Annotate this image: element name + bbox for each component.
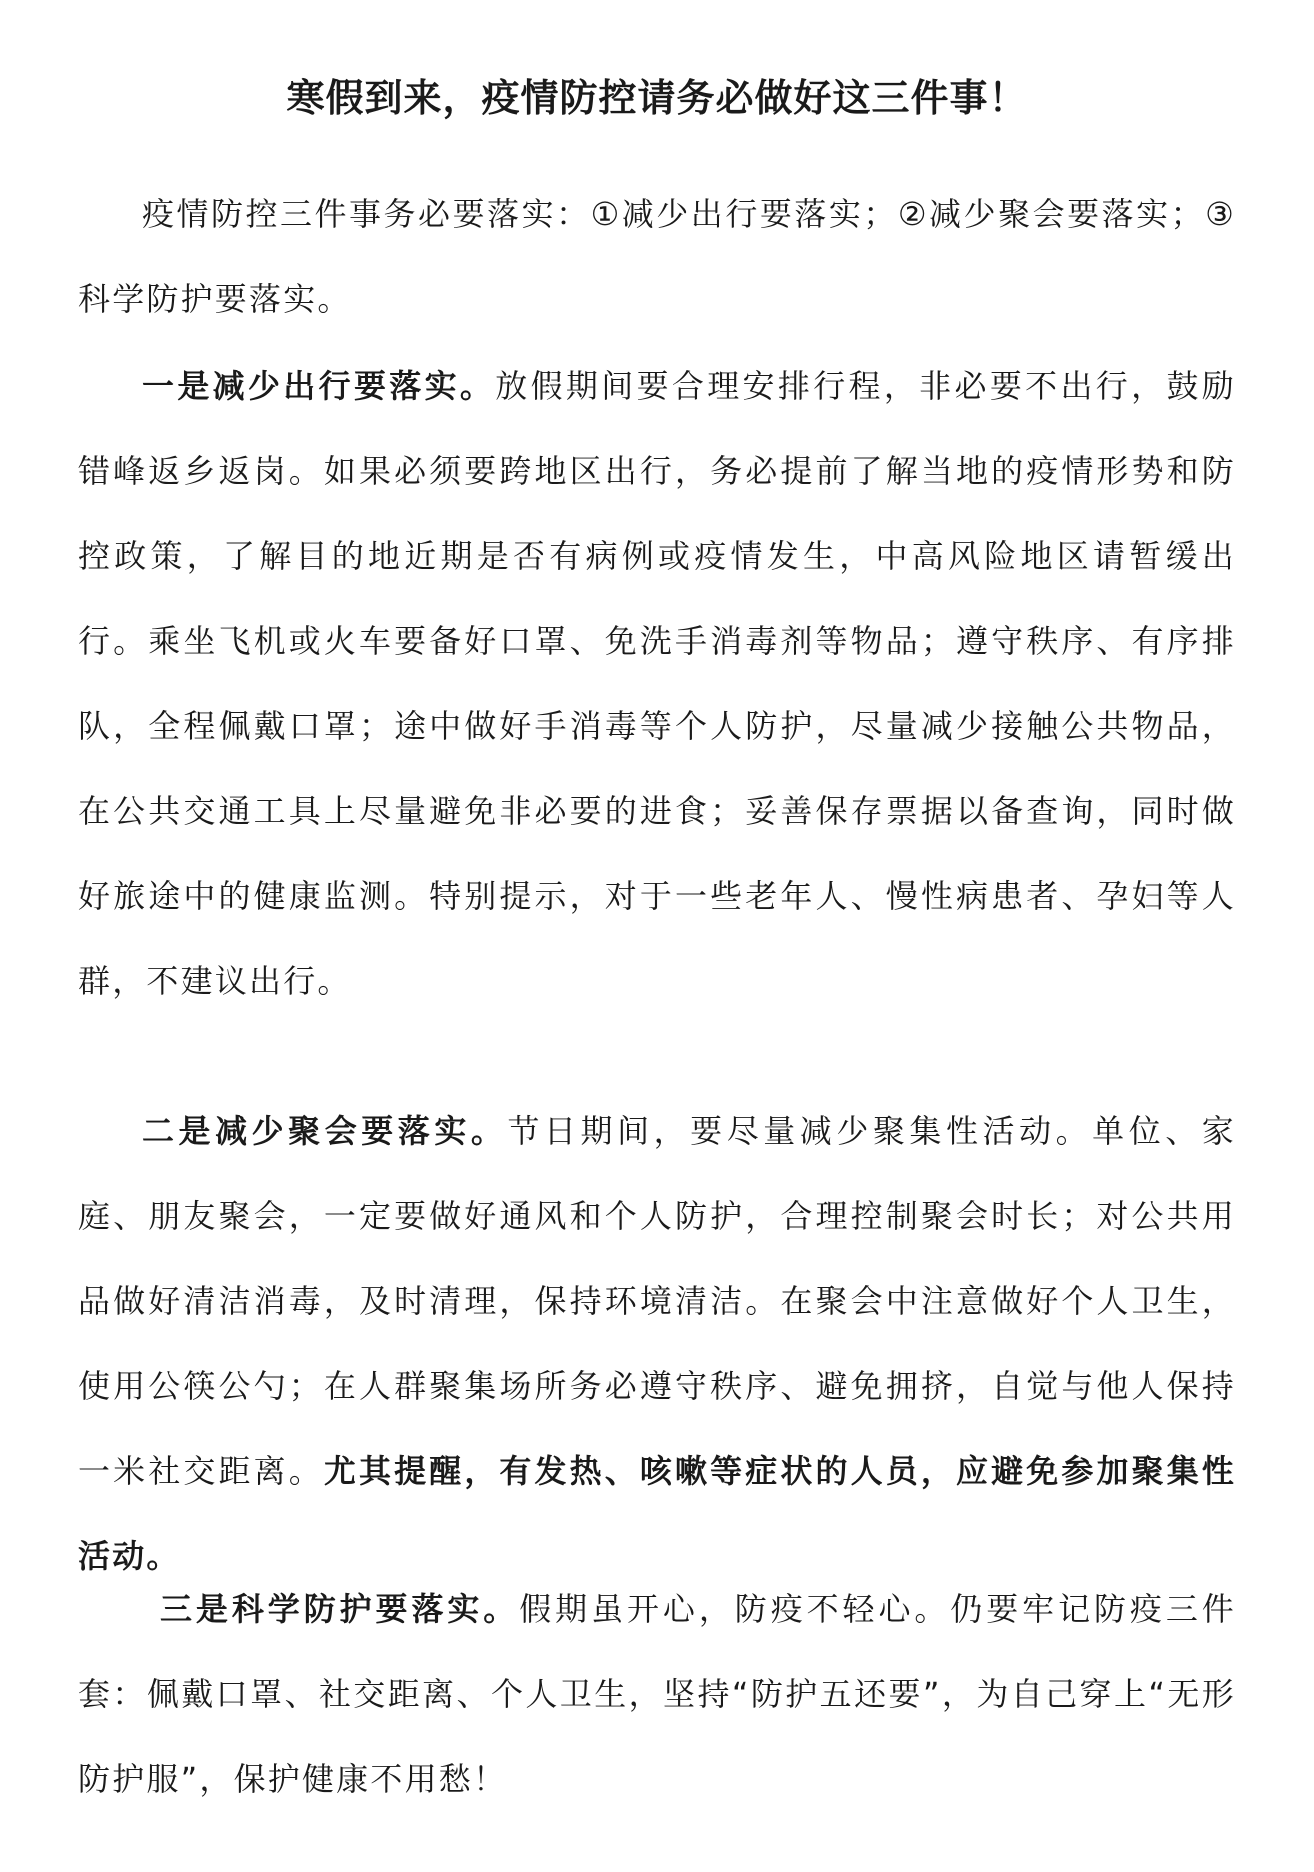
section-protection-lead: 三是科学防护要落实。 xyxy=(160,1590,520,1628)
section-travel-body: 放假期间要合理安排行程，非必要不出行，鼓励错峰返乡返岗。如果必须要跨地区出行，务必提前了解当地的疫情形势和防控政策，了解目的地近期是否有病例或疫情发生，中高风险地区请暂缓出行。乘坐飞机或火车要备好口罩、免洗手消毒剂等物品；遵守秩序、有序排队，全程佩戴口罩；途中做好手消毒等个人防护，尽量减少接触公共物品，在公共交通工具上尽量避免非必要的进食；妥善保存票据以备查询，同时做好旅途中的健康监测。特别提示，对于一些老年人、慢性病患者、孕妇等人群，不建议出行。 xyxy=(78,367,1236,1000)
section-travel-paragraph xyxy=(78,344,1236,1024)
section-gathering-body: 节日期间，要尽量减少聚集性活动。单位、家庭、朋友聚会，一定要做好通风和个人防护，合理控制聚会时长；对公共用品做好清洁消毒，及时清理，保持环境清洁。在聚会中注意做好个人卫生，使用公筷公勺；在人群聚集场所务必遵守秩序、避免拥挤，自觉与他人保持一米社交距离。 xyxy=(78,1112,1236,1490)
intro-paragraph: 疫情防控三件事务必要落实：①减少出行要落实；②减少聚会要落实；③科学防护要落实。 xyxy=(78,195,1236,318)
section-gathering-emphasis: 尤其提醒，有发热、咳嗽等症状的人员，应避免参加聚集性活动。 xyxy=(78,1452,1237,1575)
section-gathering-paragraph xyxy=(78,1089,1236,1599)
section-gathering-lead: 二是减少聚会要落实。 xyxy=(142,1112,508,1150)
section-travel-lead: 一是减少出行要落实。 xyxy=(142,367,496,405)
section-protection-body: 假期虽开心，防疫不轻心。仍要牢记防疫三件套：佩戴口罩、社交距离、个人卫生，坚持“防护五还要”，为自己穿上“无形防护服”，保护健康不用愁！ xyxy=(78,1590,1236,1798)
document-page xyxy=(78,0,1236,1872)
section-protection-paragraph xyxy=(78,1567,1236,1822)
document-title: 寒假到来，疫情防控请务必做好这三件事！ xyxy=(286,76,1028,120)
